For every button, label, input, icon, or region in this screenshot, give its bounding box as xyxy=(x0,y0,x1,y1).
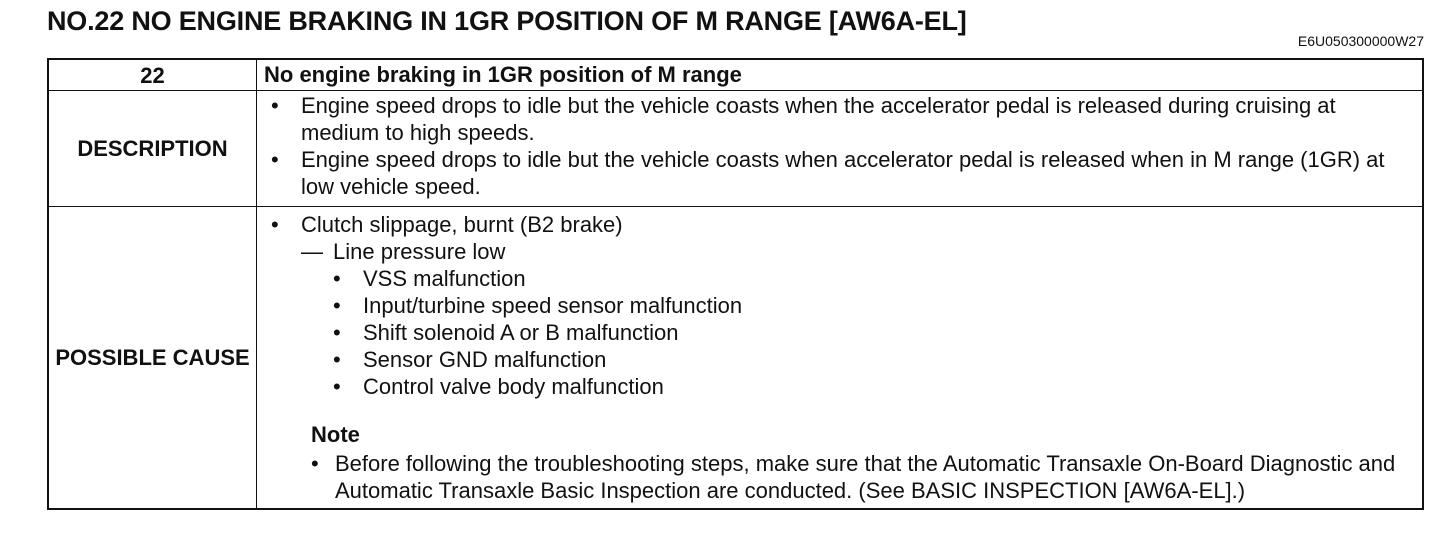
list-item xyxy=(333,319,1414,346)
list-item xyxy=(333,292,1414,319)
description-label: DESCRIPTION xyxy=(48,91,257,207)
cause-text: Clutch slippage, burnt (B2 brake) xyxy=(301,212,623,237)
description-row xyxy=(48,91,1423,207)
troubleshooting-table xyxy=(47,58,1424,510)
sub-item-text: Control valve body malfunction xyxy=(363,374,664,399)
sub-item-text: Sensor GND malfunction xyxy=(363,347,607,372)
possible-cause-label: POSSIBLE CAUSE xyxy=(48,207,257,510)
list-item xyxy=(271,146,1414,200)
list-item xyxy=(333,373,1414,400)
dash-icon: — xyxy=(301,239,323,264)
description-content xyxy=(257,91,1424,207)
note-item xyxy=(311,450,1414,504)
bullet-icon: • xyxy=(333,347,341,372)
document-code: E6U050300000W27 xyxy=(1297,33,1424,49)
sub-item-text: Input/turbine speed sensor malfunction xyxy=(363,293,743,318)
sub-cause-list xyxy=(271,265,1414,400)
note-block xyxy=(271,420,1414,504)
sub-cause xyxy=(271,238,1414,265)
list-item xyxy=(271,92,1414,146)
description-item-text: Engine speed drops to idle but the vehicle coasts when the accelerator pedal is released during cruising at medium to high speeds. xyxy=(301,93,1336,145)
bullet-icon: • xyxy=(271,212,279,237)
page-title: NO.22 NO ENGINE BRAKING IN 1GR POSITION OF M RANGE [AW6A-EL] xyxy=(47,6,967,36)
sub-cause-text: Line pressure low xyxy=(333,239,506,264)
bullet-icon: • xyxy=(333,266,341,291)
bullet-icon: • xyxy=(333,374,341,399)
possible-cause-content xyxy=(257,207,1424,510)
note-text: Before following the troubleshooting steps, make sure that the Automatic Transaxle On-Board Diagnostic and Automatic Transaxle Basic Inspection are conducted. (See BASIC INSPECTION [AW6A-EL].) xyxy=(335,451,1396,503)
sub-item-text: VSS malfunction xyxy=(363,266,526,291)
possible-cause-row xyxy=(48,207,1423,510)
bullet-icon: • xyxy=(271,147,279,172)
list-item xyxy=(333,265,1414,292)
table-header-row xyxy=(48,59,1423,91)
bullet-icon: • xyxy=(333,320,341,345)
list-item xyxy=(333,346,1414,373)
sub-item-text: Shift solenoid A or B malfunction xyxy=(363,320,679,345)
bullet-icon: • xyxy=(311,451,319,476)
description-list xyxy=(271,92,1414,200)
description-item-text: Engine speed drops to idle but the vehicle coasts when accelerator pedal is released when in M range (1GR) at low vehicle speed. xyxy=(301,147,1385,199)
bullet-icon: • xyxy=(271,93,279,118)
note-heading: Note xyxy=(311,422,360,447)
item-number: 22 xyxy=(48,59,257,91)
bullet-icon: • xyxy=(333,293,341,318)
item-heading: No engine braking in 1GR position of M range xyxy=(257,59,1424,91)
list-item xyxy=(271,211,1414,238)
